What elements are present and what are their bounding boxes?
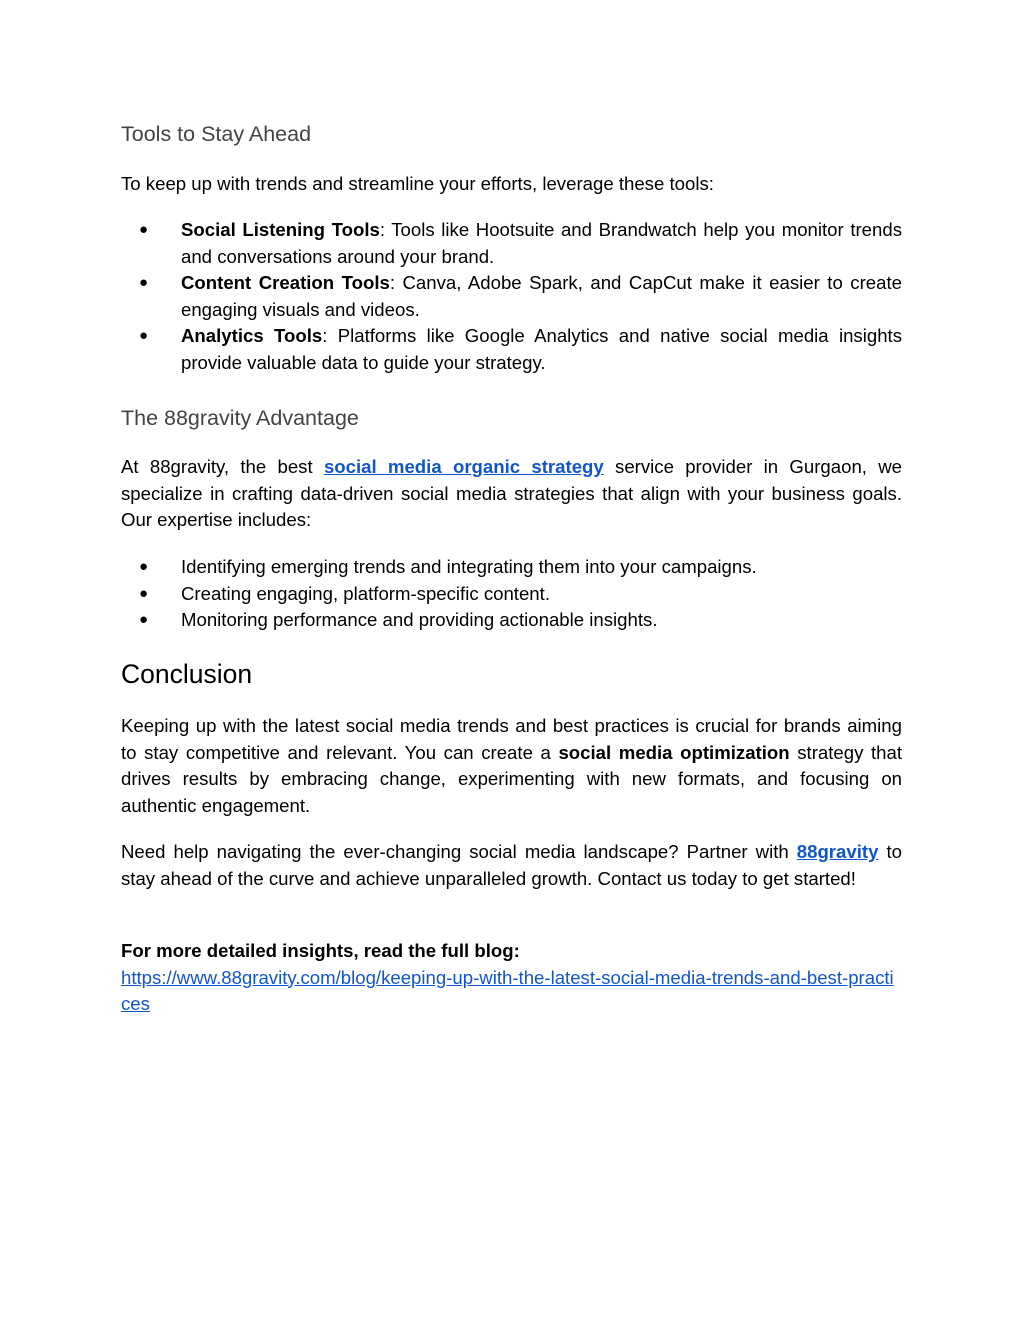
conclusion-text-start: Keeping up with the latest social media trends and best practices is crucial for brands aiming to stay competitive and relevant. You can create a [121,715,902,763]
list-item [121,607,902,634]
expertise-list [121,554,902,634]
conclusion-heading: Conclusion [121,659,253,689]
tool-name: Analytics Tools [181,325,323,346]
social-media-organic-strategy-link[interactable]: social media organic strategy [323,456,604,477]
list-item [121,554,902,581]
bullet-icon: ● [139,611,149,628]
expertise-item: Identifying emerging trends and integrating them into your campaigns. [181,556,757,577]
tools-list [121,217,902,376]
more-insights-paragraph [121,938,902,1018]
bullet-icon: ● [139,274,149,291]
tools-intro: To keep up with trends and streamline your efforts, leverage these tools: [121,173,714,194]
advantage-heading: The 88gravity Advantage [121,406,359,430]
88gravity-link[interactable]: 88gravity [796,841,879,862]
expertise-item: Creating engaging, platform-specific content. [181,582,550,604]
partner-text-end: to stay ahead of the curve and achieve unparalleled growth. Contact us today to get started! [121,841,902,889]
conclusion-text-end: strategy that drives results by embracing change, experimenting with new formats, and focusing on authentic engagement. [121,741,902,816]
list-item [121,323,902,376]
full-blog-link[interactable]: https://www.88gravity.com/blog/keeping-up-with-the-latest-social-media-trends-and-best-practices [121,966,894,1014]
advantage-text-start: At 88gravity, the best [121,456,324,477]
conclusion-bold-term: social media optimization [558,741,790,763]
tool-description: : Canva, Adobe Spark, and CapCut make it easier to create engaging visuals and videos. [181,272,902,320]
tools-heading: Tools to Stay Ahead [121,122,312,146]
tool-name: Social Listening Tools [181,219,380,240]
tool-name: Content Creation Tools [181,272,390,293]
tool-description: : Platforms like Google Analytics and native social media insights provide valuable data to guide your strategy. [181,325,903,373]
partner-paragraph [121,839,902,892]
expertise-item: Monitoring performance and providing actionable insights. [181,609,658,630]
bullet-icon: ● [139,221,149,238]
bullet-icon: ● [139,327,149,344]
bullet-icon: ● [139,584,149,602]
advantage-paragraph [121,454,902,534]
partner-text-start: Need help navigating the ever-changing social media landscape? Partner with [121,841,797,862]
list-item [121,270,902,323]
bullet-icon: ● [139,558,149,575]
tool-description: : Tools like Hootsuite and Brandwatch help you monitor trends and conversations around your brand. [181,219,902,267]
conclusion-paragraph [121,713,902,819]
list-item [121,581,902,608]
list-item [121,217,902,270]
more-insights-label: For more detailed insights, read the full blog: [121,940,520,961]
advantage-text-end: service provider in Gurgaon, we specialize in crafting data-driven social media strategies that align with your business goals. Our expertise includes: [121,456,903,530]
